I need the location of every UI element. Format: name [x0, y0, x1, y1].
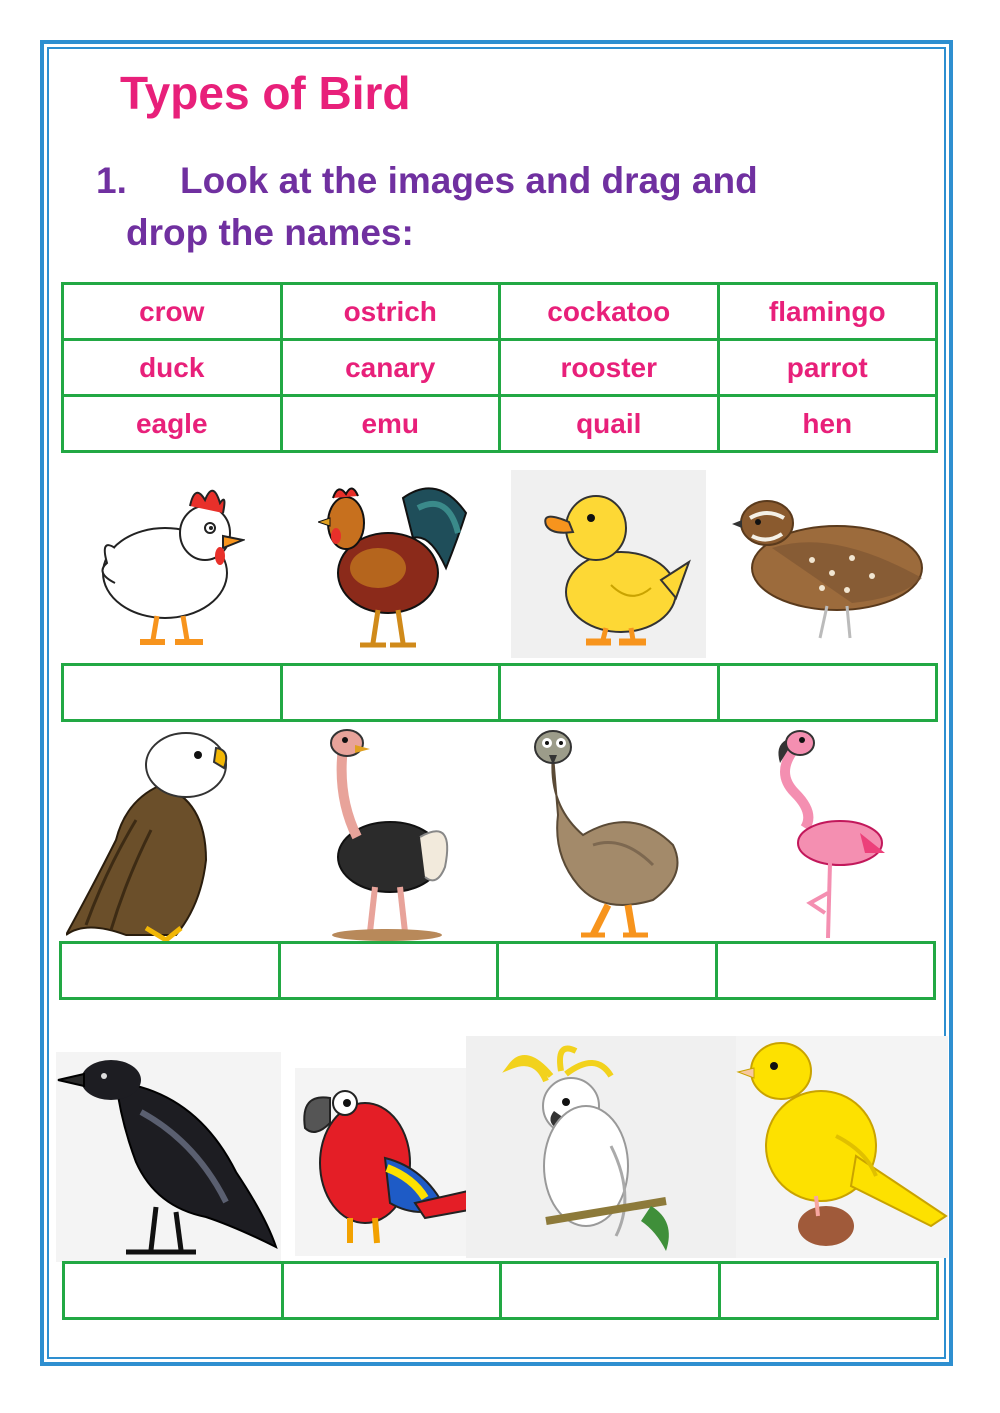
drop-box-quail[interactable] [718, 665, 937, 721]
drop-box-ostrich[interactable] [279, 943, 498, 999]
drop-box-flamingo[interactable] [716, 943, 935, 999]
word-bank-row [63, 396, 937, 452]
word-tile-eagle[interactable]: eagle [63, 396, 282, 452]
emu-icon [523, 725, 688, 940]
page-title: Types of Bird [120, 67, 411, 119]
duck-icon [511, 470, 706, 658]
word-tile-flamingo[interactable]: flamingo [718, 284, 937, 340]
word-tile-quail[interactable]: quail [500, 396, 719, 452]
eagle-icon [66, 730, 231, 942]
flamingo-icon [770, 728, 890, 940]
drop-box-parrot[interactable] [282, 1263, 501, 1319]
drop-box-eagle[interactable] [61, 943, 280, 999]
word-bank-row [63, 340, 937, 396]
ostrich-icon [325, 727, 455, 942]
answer-row-2 [59, 941, 936, 1000]
crow-icon [56, 1052, 281, 1262]
word-tile-ostrich[interactable]: ostrich [281, 284, 500, 340]
word-tile-duck[interactable]: duck [63, 340, 282, 396]
drop-box-cockatoo[interactable] [501, 1263, 720, 1319]
canary-icon [736, 1036, 948, 1258]
quail-icon [732, 488, 932, 648]
word-tile-emu[interactable]: emu [281, 396, 500, 452]
drop-box-duck[interactable] [500, 665, 719, 721]
instruction-line-2: drop the names: [126, 212, 414, 253]
drop-box-hen[interactable] [63, 665, 282, 721]
instruction-line-1: Look at the images and drag and [180, 160, 758, 201]
instruction [96, 155, 896, 259]
word-tile-hen[interactable]: hen [718, 396, 937, 452]
answer-row-3 [62, 1261, 939, 1320]
word-tile-cockatoo[interactable]: cockatoo [500, 284, 719, 340]
cockatoo-icon [466, 1036, 736, 1258]
word-bank [61, 282, 938, 453]
drop-box-rooster[interactable] [281, 665, 500, 721]
word-tile-canary[interactable]: canary [281, 340, 500, 396]
parrot-icon [295, 1068, 495, 1256]
instruction-number: 1. [96, 160, 127, 201]
rooster-icon [318, 478, 468, 653]
word-tile-rooster[interactable]: rooster [500, 340, 719, 396]
word-bank-row [63, 284, 937, 340]
drop-box-emu[interactable] [498, 943, 717, 999]
answer-row-1 [61, 663, 938, 722]
word-tile-parrot[interactable]: parrot [718, 340, 937, 396]
hen-icon [95, 478, 245, 653]
word-tile-crow[interactable]: crow [63, 284, 282, 340]
drop-box-crow[interactable] [64, 1263, 283, 1319]
drop-box-canary[interactable] [719, 1263, 938, 1319]
